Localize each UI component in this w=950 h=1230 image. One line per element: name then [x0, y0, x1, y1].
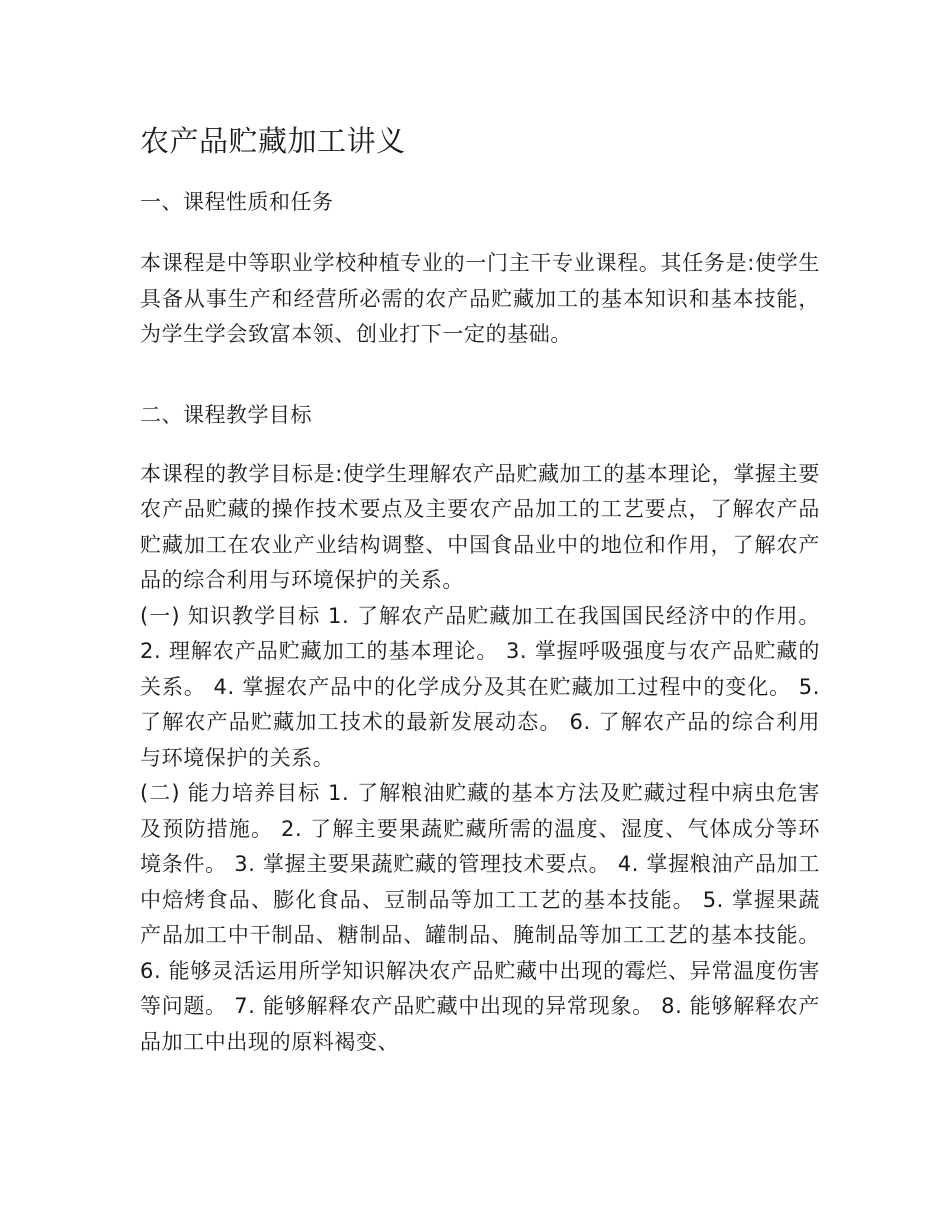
- paragraph-ability-goals: (二) 能力培养目标 1. 了解粮油贮藏的基本方法及贮藏过程中病虫危害及预防措施。 2. 了解主要果蔬贮藏所需的温度、湿度、气体成分等环境条件。 3. 掌握主要果蔬贮藏的管理技术要点。 4. 掌握粮油产品加工中焙烤食品、膨化食品、豆制品等加工工艺的基本技能。 5. 掌握果蔬产品加工中干制品、糖制品、罐制品、腌制品等加工工艺的基本技能。 6. 能够灵活运用所学知识解决农产品贮藏中出现的霉烂、异常温度伤害等问题。 7. 能够解释农产品贮藏中出现的异常现象。 8. 能够解释农产品加工中出现的原料褐变、: [140, 781, 820, 1054]
- paragraph-course-nature: 本课程是中等职业学校种植专业的一门主干专业课程。其任务是:使学生具备从事生产和经营所必需的农产品贮藏加工的基本知识和基本技能，为学生学会致富本领、创业打下一定的基础。: [140, 251, 820, 346]
- document-title: 农产品贮藏加工讲义: [140, 124, 406, 158]
- document-page: [140, 118, 820, 1060]
- paragraph-teaching-goals-intro: 本课程的教学目标是:使学生理解农产品贮藏加工的基本理论，掌握主要农产品贮藏的操作技术要点及主要农产品加工的工艺要点，了解农产品贮藏加工在农业产业结构调整、中国食品业中的地位和作用，了解农产品的综合利用与环境保护的关系。: [140, 461, 820, 592]
- section-heading-course-nature: 一、课程性质和任务: [140, 190, 334, 214]
- section-heading-teaching-goals: 二、课程教学目标: [140, 402, 312, 427]
- paragraph-knowledge-goals: (一) 知识教学目标 1. 了解农产品贮藏加工在我国国民经济中的作用。 2. 理解农产品贮藏加工的基本理论。 3. 掌握呼吸强度与农产品贮藏的关系。 4. 掌握农产品中的化学成分及其在贮藏加工过程中的变化。 5. 了解农产品贮藏加工技术的最新发展动态。 6. 了解农产品的综合利用与环境保护的关系。: [140, 603, 820, 770]
